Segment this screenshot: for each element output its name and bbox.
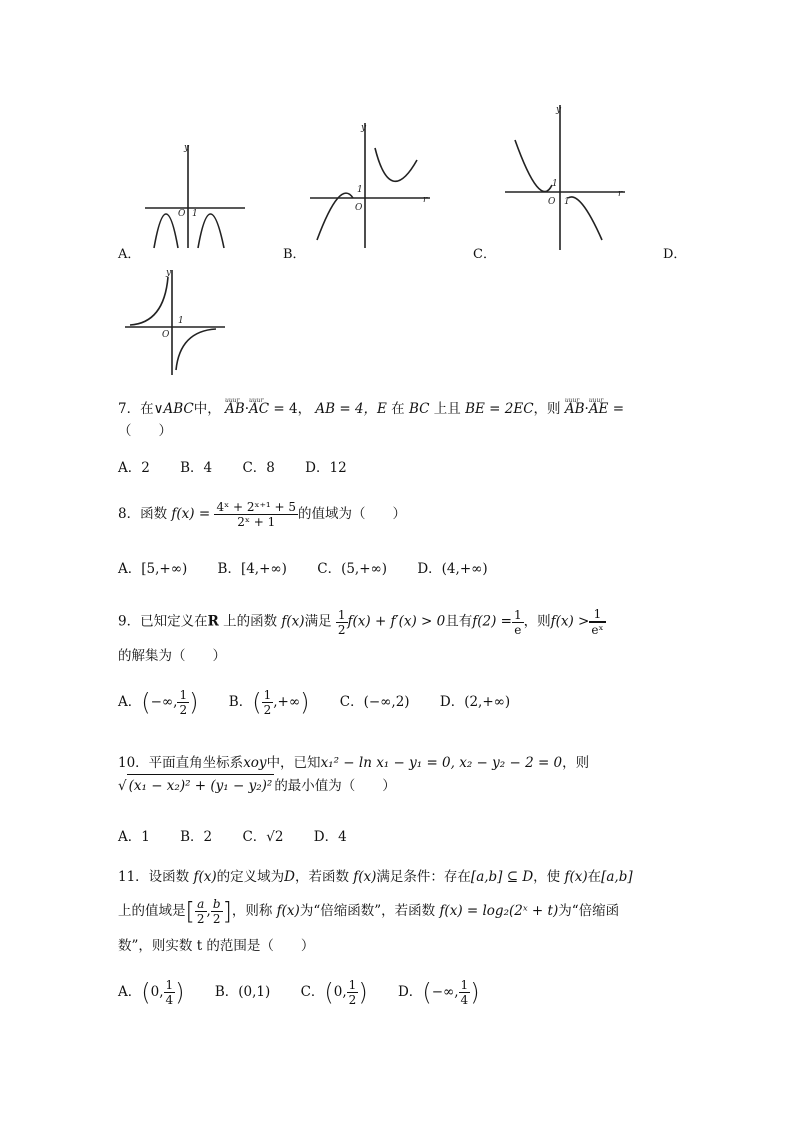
question-11: 11．设函数 f(x)的定义域为D，若函数 f(x)满足条件：存在[a,b] ⊆ D，使 f(x)在[a,b] 上的值域是[ $\frac{a}{2}$ , $\frac{b}{2}$ ]，则称 f(x)为“倍缩函数”，若函数 f(x) = log₂(2ˣ + t)为“倍缩函 数”，则实数 t 的范围是（ ） <box>118 869 633 954</box>
option-a[interactable]: A．1 <box>118 829 150 845</box>
question-10: 10．平面直角坐标系xoy中，已知x₁² − ln x₁ − y₁ = 0, x₂ − y₂ − 2 = 0，则 √ (x₁ − x₂)² + (y₁ − y₂)² 的最小值为（ ） <box>118 752 678 797</box>
y-label: y <box>166 268 172 278</box>
question-8-options <box>118 557 514 577</box>
question-8: 8．函数 f(x) = $\frac{\text{4ˣ + 2ˣ⁺¹ + 5}}{\text{2ˣ + 1}}$ 的值域为（ ） <box>118 500 407 529</box>
right-branch <box>375 148 417 181</box>
option-c[interactable]: C．(−∞,2) <box>339 694 410 710</box>
fraction: $\frac{\text{4ˣ + 2ˣ⁺¹ + 5}}{\text{2ˣ + 1}}$ <box>216 500 297 529</box>
origin-label: O <box>162 330 170 340</box>
graph-option-b <box>305 118 435 253</box>
option-c[interactable]: C．8 <box>242 460 275 476</box>
option-c[interactable]: C．(0, $\frac{1}{2}$ ) <box>300 978 368 1007</box>
question-11-options <box>118 978 506 1007</box>
option-a[interactable]: A．(0, $\frac{1}{4}$ ) <box>118 978 185 1007</box>
option-a[interactable]: A．2 <box>118 460 150 476</box>
left-branch <box>317 193 353 240</box>
graph-option-a <box>140 140 250 255</box>
one-label: 1 <box>178 316 184 326</box>
one-label: 1 <box>357 185 363 195</box>
option-b[interactable]: B．[4,+∞) <box>217 561 287 577</box>
option-b[interactable]: B．(0,1) <box>214 984 271 1000</box>
right-branch <box>176 329 216 370</box>
option-d[interactable]: D．4 <box>313 829 347 845</box>
graph-option-c <box>500 100 630 255</box>
origin-label: O <box>178 209 186 219</box>
right-branch <box>568 197 602 240</box>
option-d-label: D． <box>663 247 687 262</box>
y-label: y <box>361 123 367 133</box>
option-a[interactable]: A．(−∞, $\frac{1}{2}$ ) <box>118 688 199 717</box>
x-label: r <box>618 189 623 199</box>
x-label: r <box>423 195 428 205</box>
question-10-options <box>118 825 373 845</box>
origin-label: O <box>355 203 363 213</box>
question-9-options <box>118 688 536 717</box>
option-a-label: A． <box>118 247 141 262</box>
option-a[interactable]: A．[5,+∞) <box>118 561 188 577</box>
option-d[interactable]: D．(2,+∞) <box>439 694 511 710</box>
y-label: y <box>556 105 562 115</box>
option-d[interactable]: D．12 <box>305 460 347 476</box>
question-9-line2: 的解集为（ ） <box>118 648 226 664</box>
sqrt-expression: (x₁ − x₂)² + (y₁ − y₂)² <box>127 774 275 797</box>
option-b-label: B． <box>283 247 306 262</box>
question-9: 9．已知定义在R 上的函数 f(x)满足 $\frac{1}{2}$ f(x) + f′(x) > 0且有f(2) = $\frac{1}{e}$ ，则f(x) > $\frac{1}{\text{eˣ}}$ <box>118 607 604 637</box>
option-c-label: C． <box>473 247 496 262</box>
answer-paren: （ ） <box>118 423 172 439</box>
option-b[interactable]: B．( $\frac{1}{2}$ ,+∞) <box>228 688 310 717</box>
question-7: 7．在∨ABC中， uuur AB·uuur AC = 4， AB = 4，E 在 BC 上且 BE = 2EC，则 uuur AB·uuur AE = （ ） <box>118 398 678 442</box>
one-x-label: 1 <box>564 197 570 207</box>
option-b[interactable]: B．4 <box>180 460 213 476</box>
question-7-options <box>118 456 373 476</box>
origin-label: O <box>548 197 556 207</box>
option-c[interactable]: C．(5,+∞) <box>317 561 388 577</box>
left-branch <box>154 214 178 248</box>
option-c[interactable]: C．√2 <box>242 829 284 845</box>
option-d[interactable]: D．(4,+∞) <box>417 561 488 577</box>
option-d[interactable]: D．(−∞, $\frac{1}{4}$ ) <box>397 978 480 1007</box>
option-b[interactable]: B．2 <box>180 829 213 845</box>
left-branch <box>515 140 552 192</box>
y-label: y <box>184 143 190 153</box>
one-label: 1 <box>192 209 198 219</box>
left-branch <box>130 277 168 325</box>
one-label: 1 <box>552 179 558 189</box>
graph-option-d <box>120 265 230 380</box>
right-branch <box>198 214 224 248</box>
